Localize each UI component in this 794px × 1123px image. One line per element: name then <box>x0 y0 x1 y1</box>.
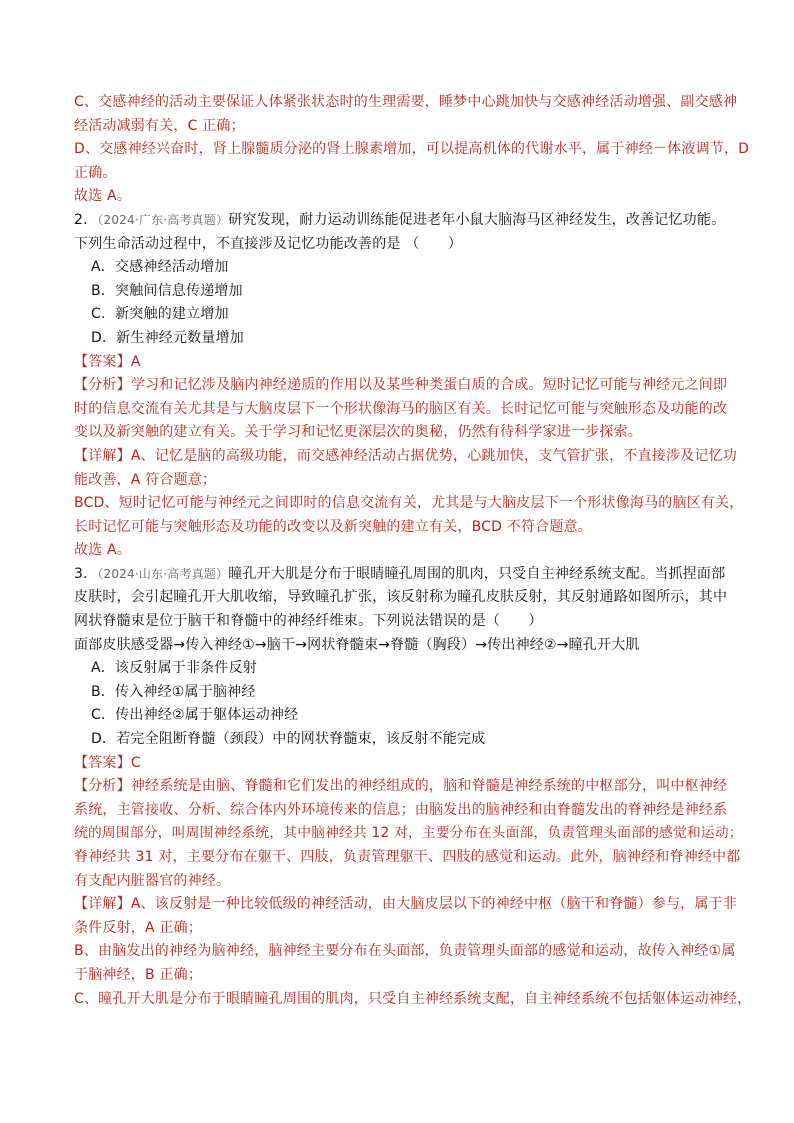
q2-stem-line2: 下列生命活动过程中，不直接涉及记忆功能改善的是 （ ） <box>74 235 463 252</box>
q3-stem-text: 瞳孔开大肌是分布于眼睛瞳孔周围的肌肉，只受自主神经系统支配。当抓捏面部 <box>228 565 726 582</box>
q2-detail-line3: BCD、短时记忆可能与神经元之间即时的信息交流有关，尤其是与大脑皮层下一个形状像海马的脑区有关， <box>74 495 744 512</box>
q3-detail-line3: B、由脑发出的神经为脑神经，脑神经主要分布在头面部，负责管理头面部的感觉和运动，故传入神经①属 <box>74 943 736 960</box>
q3-option-b: B．传入神经①属于脑神经 <box>91 683 256 700</box>
q3-detail-line2: 条件反射，A 正确； <box>74 919 203 936</box>
q3-analysis-text: 神经系统是由脑、脊髓和它们发出的神经组成的，脑和脊髓是神经系统的中枢部分，叫中枢神经 <box>130 778 728 795</box>
q2-conclusion: 故选 A。 <box>74 542 132 559</box>
q2-analysis-line1 <box>74 374 750 398</box>
q3-number: 3． <box>74 565 98 582</box>
q3-analysis-tag: 【分析】 <box>74 778 131 795</box>
q3-answer-value: C <box>130 754 141 771</box>
q2-analysis-line3: 变以及新突触的建立有关。关于学习和记忆更深层次的奥秘，仍然有待科学家进一步探索。 <box>74 424 642 441</box>
q3-analysis-line4: 脊神经共 31 对，主要分布在躯干、四肢，负责管理躯干、四肢的感觉和运动。此外，脑神经和脊神经中都 <box>74 849 741 865</box>
document-page <box>74 91 750 1011</box>
q3-analysis-line3: 统的周围部分，叫周围神经系统，其中脑神经共 12 对，主要分布在头面部，负责管理头面部的感觉和运动； <box>74 825 743 842</box>
q2-number: 2． <box>74 211 98 228</box>
q3-answer <box>74 752 750 776</box>
q3-detail-line5: C、瞳孔开大肌是分布于眼睛瞳孔周围的肌肉，只受自主神经系统支配，自主神经系统不包括躯体运动神经， <box>74 990 752 1007</box>
q3-analysis-line1 <box>74 775 750 799</box>
q2-analysis-line2: 时的信息交流有关尤其是与大脑皮层下一个形状像海马的脑区有关。长时记忆可能与突触形态及功能的改 <box>74 400 728 417</box>
q2-detail-tag: 【详解】 <box>74 447 131 464</box>
q2-stem-line1 <box>74 209 750 233</box>
q2-option-b: B．突触间信息传递增加 <box>91 282 243 299</box>
prev-option-c-line2: 经活动减弱有关，C 正确； <box>74 117 245 134</box>
q3-source: （2024·山东·高考真题） <box>97 566 229 581</box>
q3-answer-tag: 【答案】 <box>74 754 131 771</box>
q2-analysis-tag: 【分析】 <box>74 377 131 394</box>
q3-detail-line1 <box>74 893 750 917</box>
prev-option-d-line2: 正确。 <box>74 164 117 181</box>
q3-detail-line4: 于脑神经，B 正确； <box>74 966 203 983</box>
prev-conclusion: 故选 A。 <box>74 188 132 205</box>
q2-analysis-text: 学习和记忆涉及脑内神经递质的作用以及某些种类蛋白质的合成。短时记忆可能与神经元之间即 <box>130 377 728 394</box>
q2-answer-tag: 【答案】 <box>74 353 131 370</box>
q2-detail-line4: 长时记忆可能与突触形态及功能的改变以及新突触的建立有关，BCD 不符合题意。 <box>74 518 592 535</box>
q3-analysis-line2: 系统，主管接收、分析、综合体内外环境传来的信息；由脑发出的脑神经和由脊髓发出的脊神经是神经系 <box>74 801 728 818</box>
q2-answer <box>74 351 750 375</box>
q3-option-d: D．若完全阻断脊髓（颈段）中的网状脊髓束，该反射不能完成 <box>91 731 486 748</box>
q2-option-d: D．新生神经元数量增加 <box>91 329 244 346</box>
q2-option-a: A．交感神经活动增加 <box>91 259 229 276</box>
prev-option-d-line1: D、交感神经兴奋时，肾上腺髓质分泌的肾上腺素增加，可以提高机体的代谢水平，属于神经－体液调节，D <box>74 141 750 158</box>
q2-option-c: C．新突触的建立增加 <box>91 306 229 323</box>
q3-analysis-line5: 有支配内脏器官的神经。 <box>74 872 231 889</box>
q3-detail-tag: 【详解】 <box>74 896 131 913</box>
q2-answer-value: A <box>130 353 141 370</box>
q3-reflex-pathway: 面部皮肤感受器→传入神经①→脑干→网状脊髓束→脊髓（胸段）→传出神经②→瞳孔开大肌 <box>74 636 640 653</box>
q3-detail-text: A、该反射是一种比较低级的神经活动，由大脑皮层以下的神经中枢（脑干和脊髓）参与，属于非 <box>130 896 737 913</box>
q2-source: （2024·广东·高考真题） <box>97 212 229 227</box>
q2-detail-line2: 能改善，A 符合题意； <box>74 471 217 488</box>
q3-option-a: A．该反射属于非条件反射 <box>91 660 257 677</box>
q3-stem-line1 <box>74 563 750 587</box>
prev-option-c-line1: C、交感神经的活动主要保证人体紧张状态时的生理需要，睡梦中心跳加快与交感神经活动增强、副交感神 <box>74 94 738 110</box>
q3-stem-line2: 皮肤时，会引起瞳孔开大肌收缩，导致瞳孔扩张，该反射称为瞳孔皮肤反射，其反射通路如图所示，其中 <box>74 589 728 606</box>
q3-option-c: C．传出神经②属于躯体运动神经 <box>91 707 299 724</box>
q3-stem-line3: 网状脊髓束是位于脑干和脊髓中的神经纤维束。下列说法错误的是（ ） <box>74 613 543 630</box>
q2-detail-text: A、记忆是脑的高级功能，而交感神经活动占据优势，心跳加快，支气管扩张，不直接涉及记忆功 <box>130 447 737 464</box>
q2-detail-line1 <box>74 445 750 469</box>
q2-stem-text: 研究发现，耐力运动训练能促进老年小鼠大脑海马区神经发生，改善记忆功能。 <box>228 211 726 228</box>
